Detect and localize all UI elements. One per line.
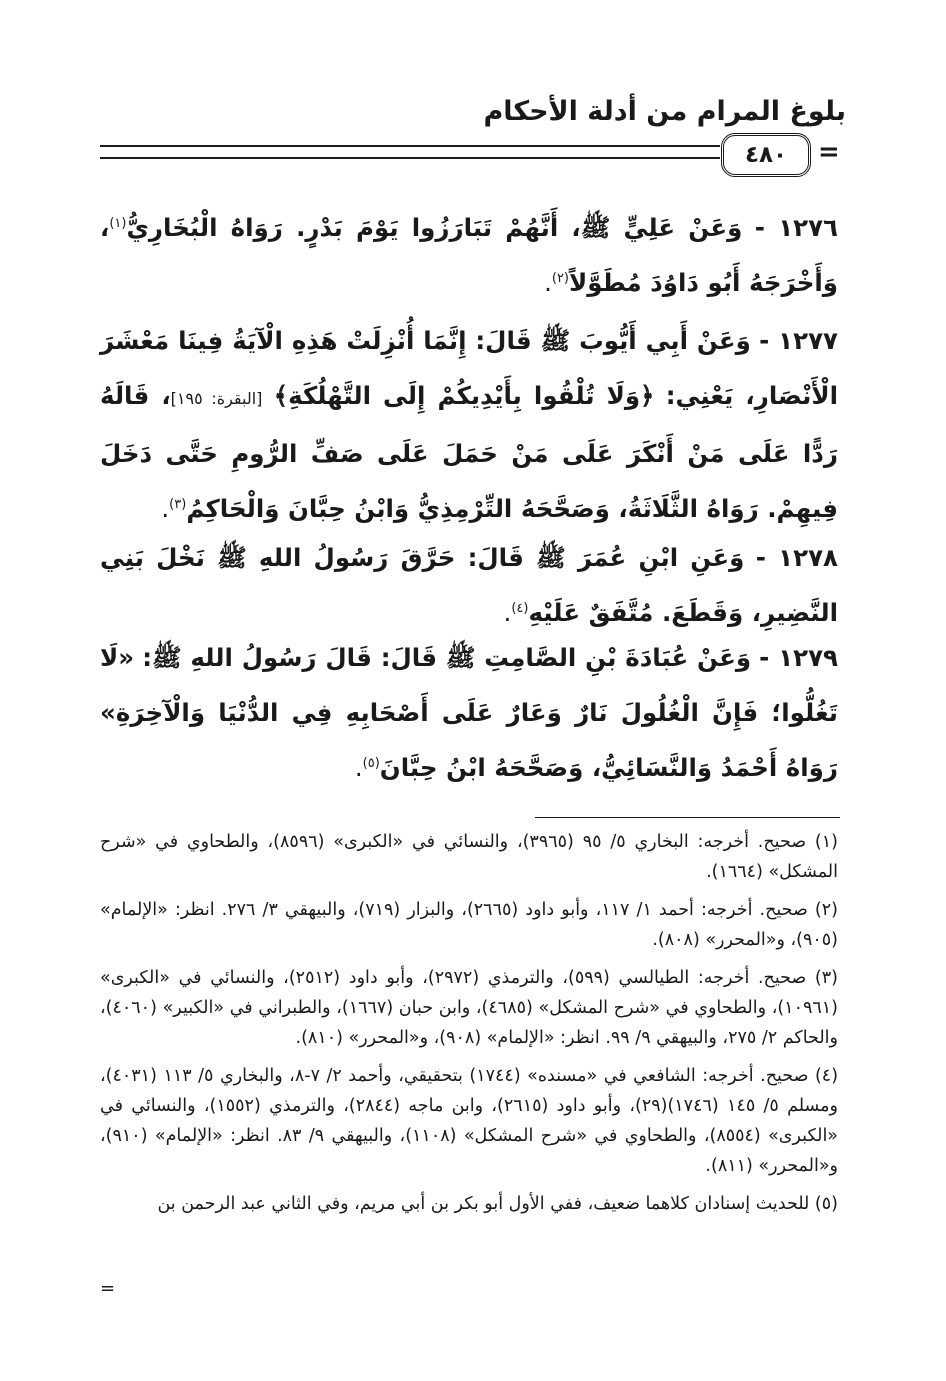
- footnote-ref: (٤): [511, 600, 529, 616]
- footnote-5: (٥) للحديث إسنادان كلاهما ضعيف، ففي الأول أبو بكر بن أبي مريم، وفي الثاني عبد الرحمن بن: [157, 1194, 838, 1214]
- verse-reference: [البقرة: ١٩٥]: [170, 389, 263, 408]
- hadith-1276: [100, 200, 838, 310]
- hadith-1277: [100, 313, 838, 536]
- prophetic-saying: «لَا تَغُلُّوا؛ فَإِنَّ الْغُلُولَ نَارٌ وَعَارٌ عَلَى أَصْحَابِهِ فِي الدُّنْيَا وَالْآخِرَةِ»: [100, 643, 838, 727]
- hadith-text: وَعَنْ أَبِي أَيُّوبَ ﷺ قَالَ: إِنَّمَا أُنْزِلَتْ هَذِهِ الْآيَةُ فِينَا مَعْشَرَ الْأَنْصَارِ، يَعْنِي:: [100, 326, 838, 410]
- hadith-1279: [100, 630, 838, 795]
- continuation-mark: =: [100, 1278, 116, 1299]
- header-rule-lower-left: [100, 157, 720, 159]
- hadith-end: .: [503, 598, 512, 627]
- hadith-text: رَوَاهُ أَحْمَدُ وَالنَّسَائِيُّ، وَصَحَّحَهُ ابْنُ حِبَّانَ: [379, 753, 838, 782]
- page-number: ٤٨٠: [744, 142, 788, 168]
- hadith-text: ، قَالَهُ رَدًّا عَلَى مَنْ أَنْكَرَ عَلَى مَنْ حَمَلَ عَلَى صَفِّ الرُّومِ حَتَّى دَخَلَ فِيهِمْ. رَوَاهُ الثَّلَاثَةُ، وَصَحَّحَهُ التِّرْمِذِيُّ وَابْنُ حِبَّانَ وَالْحَاكِمُ: [100, 381, 838, 523]
- hadith-end: .: [544, 268, 552, 297]
- footnotes: [100, 827, 838, 1227]
- footnote-ref: (١): [109, 215, 127, 231]
- footnote-4: (٤) صحيح. أخرجه: الشافعي في «مسنده» (١٧٤٤) بتحقيقي، وأحمد ٢/ ٧-٨، والبخاري ٥/ ١١٣ (٤٠٣١)، ومسلم ٥/ ١٤٥ (١٧٤٦)(٢٩)، وأبو داود (٢٦١٥)، وابن ماجه (٢٨٤٤)، والترمذي (١٥٥٢)، والنسائي في «الكبرى» (٨٥٥٤)، والطحاوي في «شرح المشكل» (١١٠٨)، والبيهقي ٩/ ٨٣. انظر: «الإلمام» (٩١٠)، و«المحرر» (٨١١).: [100, 1066, 839, 1176]
- hadith-text: وَعَنْ عُبَادَةَ بْنِ الصَّامِتِ ﷺ قَالَ: قَالَ رَسُولُ اللهِ ﷺ:: [142, 643, 752, 672]
- quran-verse: ﴿وَلَا تُلْقُوا بِأَيْدِيكُمْ إِلَى التَّهْلُكَةِ﴾: [273, 381, 655, 410]
- footnote-ref: (٣): [169, 496, 187, 512]
- book-title: بلوغ المرام من أدلة الأحكام: [483, 96, 846, 127]
- footnote-ref: (٢): [551, 270, 569, 286]
- hadith-1278: [100, 530, 838, 640]
- hadith-text: وَعَنْ عَلِيٍّ ﷺ، أَنَّهُمْ تَبَارَزُوا يَوْمَ بَدْرٍ. رَوَاهُ الْبُخَارِيُّ: [126, 213, 743, 242]
- hadith-number: ١٢٧٨ -: [755, 543, 838, 572]
- footnote-1: (١) صحيح. أخرجه: البخاري ٥/ ٩٥ (٣٩٦٥)، والنسائي في «الكبرى» (٨٥٩٦)، والطحاوي في «شرح المشكل» (١٦٦٤).: [100, 832, 838, 882]
- footnote-3: (٣) صحيح. أخرجه: الطيالسي (٥٩٩)، والترمذي (٢٩٧٢)، وأبو داود (٢٥١٢)، والنسائي في «الكبرى» (١٠٩٦١)، والطحاوي في «شرح المشكل» (٤٦٨٥)، وابن حبان (١٦٦٧)، والطبراني في «الكبير» (٤٠٦٠)، والحاكم ٢/ ٢٧٥، والبيهقي ٩/ ٩٩. انظر: «الإلمام» (٩٠٨)، و«المحرر» (٨١٠).: [100, 968, 838, 1048]
- hadith-number: ١٢٧٩ -: [759, 643, 839, 672]
- footnote-2: (٢) صحيح. أخرجه: أحمد ١/ ١١٧، وأبو داود (٢٦٦٥)، والبزار (٧١٩)، والبيهقي ٣/ ٢٧٦. انظر: «الإلمام» (٩٠٥)، و«المحرر» (٨٠٨).: [100, 900, 838, 950]
- hadith-text: وَعَنِ ابْنِ عُمَرَ ﷺ قَالَ: حَرَّقَ رَسُولُ اللهِ ﷺ نَخْلَ بَنِي النَّضِيرِ، وَقَطَعَ. مُتَّفَقٌ عَلَيْهِ: [100, 543, 838, 627]
- page-number-box: [721, 133, 811, 177]
- header-rule-upper-left: [100, 145, 720, 147]
- header-mark: =: [818, 137, 840, 167]
- footnote-ref: (٥): [362, 755, 380, 771]
- hadith-end: .: [354, 753, 363, 782]
- footnote-separator: [535, 817, 840, 818]
- hadith-number: ١٢٧٧ -: [759, 326, 838, 355]
- hadith-number: ١٢٧٦ -: [754, 213, 839, 242]
- hadith-end: .: [161, 494, 170, 523]
- hadith-text: ، وَأَخْرَجَهُ أَبُو دَاوُدَ مُطَوَّلاً: [100, 213, 838, 297]
